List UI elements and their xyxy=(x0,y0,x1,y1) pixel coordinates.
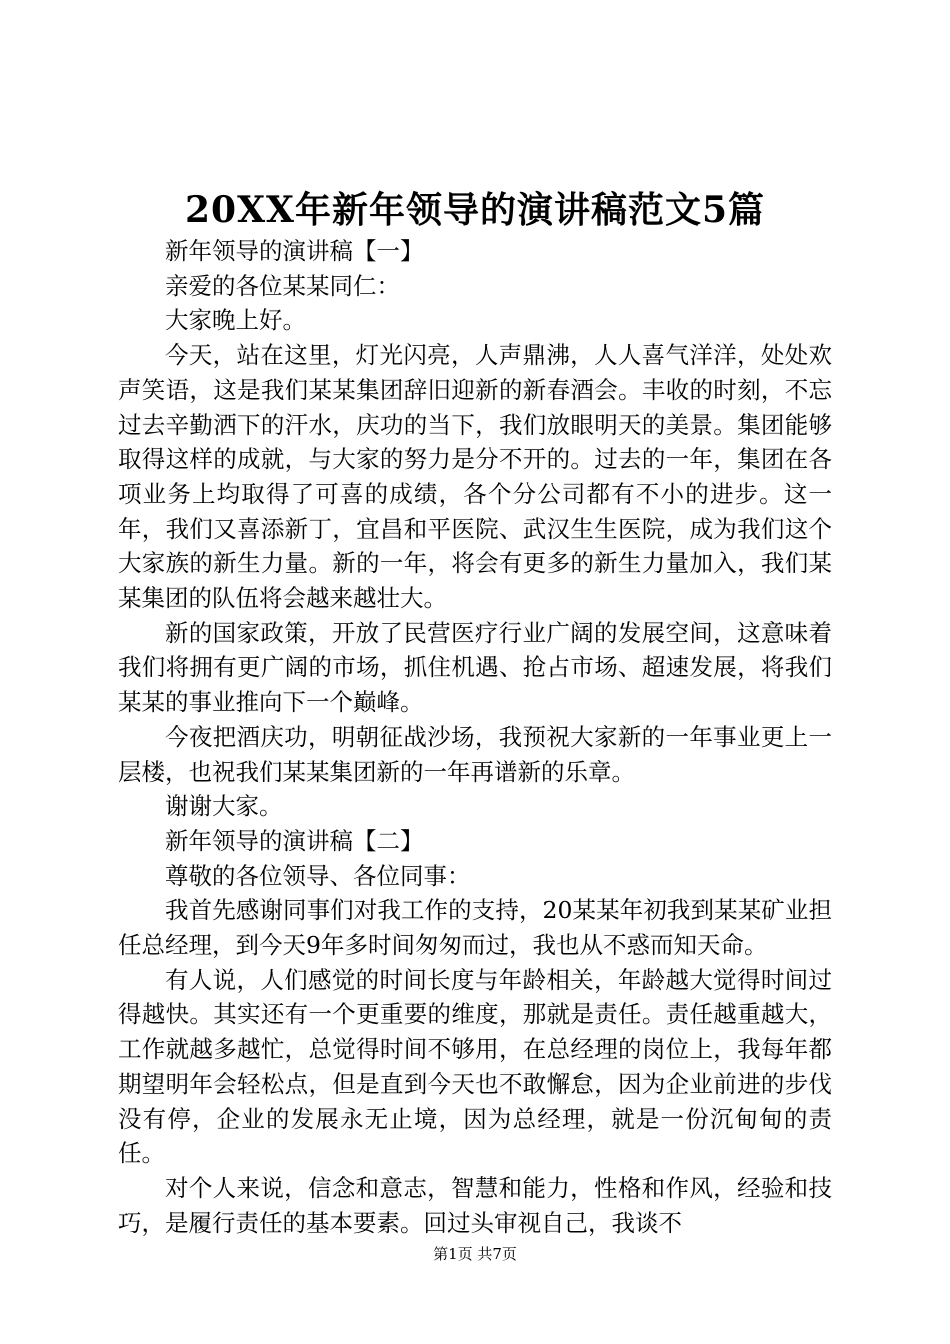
paragraph-heading-2: 新年领导的演讲稿【二】 xyxy=(165,826,424,855)
paragraph: 我首先感谢同事们对我工作的支持，20某某年初我到某某矿业担任总经理，到今天9年多时间匆匆而过，我也从不惑而知天命。 xyxy=(118,896,832,960)
paragraph: 今天，站在这里，灯光闪亮，人声鼎沸，人人喜气洋洋，处处欢声笑语，这是我们某某集团辞旧迎新的新春酒会。丰收的时刻，不忘过去辛勤洒下的汗水，庆功的当下，我们放眼明天的美景。集团能够取得这样的成就，与大家的努力是分不开的。过去的一年，集团在各项业务上均取得了可喜的成绩，各个分公司都有不小的进步。这一年，我们又喜添新丁，宜昌和平医院、武汉生生医院，成为我们这个大家族的新生力量。新的一年，将会有更多的新生力量加入，我们某某集团的队伍将会越来越壮大。 xyxy=(118,341,832,613)
paragraph-greeting: 大家晚上好。 xyxy=(165,306,306,335)
paragraph-salutation-2: 尊敬的各位领导、各位同事： xyxy=(165,861,471,890)
document-body xyxy=(118,234,832,1240)
paragraph: 新的国家政策，开放了民营医疗行业广阔的发展空间，这意味着我们将拥有更广阔的市场，抓住机遇、抢占市场、超速发展，将我们某某的事业推向下一个巅峰。 xyxy=(118,618,832,717)
paragraph: 今夜把酒庆功，明朝征战沙场，我预祝大家新的一年事业更上一层楼，也祝我们某某集团新的一年再谱新的乐章。 xyxy=(118,722,832,786)
paragraph-closing: 谢谢大家。 xyxy=(165,792,283,821)
paragraph: 有人说，人们感觉的时间长度与年龄相关，年龄越大觉得时间过得越快。其实还有一个更重要的维度，那就是责任。责任越重越大，工作就越多越忙，总觉得时间不够用，在总经理的岗位上，我每年都期望明年会轻松点，但是直到今天也不敢懈怠，因为企业前进的步伐没有停，企业的发展永无止境，因为总经理，就是一份沉甸甸的责任。 xyxy=(118,965,832,1168)
page-footer: 第1页 共7页 xyxy=(433,1245,517,1263)
paragraph-salutation-1: 亲爱的各位某某同仁： xyxy=(165,271,400,300)
paragraph: 对个人来说，信念和意志，智慧和能力，性格和作风，经验和技巧，是履行责任的基本要素。回过头审视自己，我谈不 xyxy=(118,1173,832,1237)
paragraph-heading-1: 新年领导的演讲稿【一】 xyxy=(165,237,424,265)
document-title: 20XX年新年领导的演讲稿范文5篇 xyxy=(184,189,765,231)
